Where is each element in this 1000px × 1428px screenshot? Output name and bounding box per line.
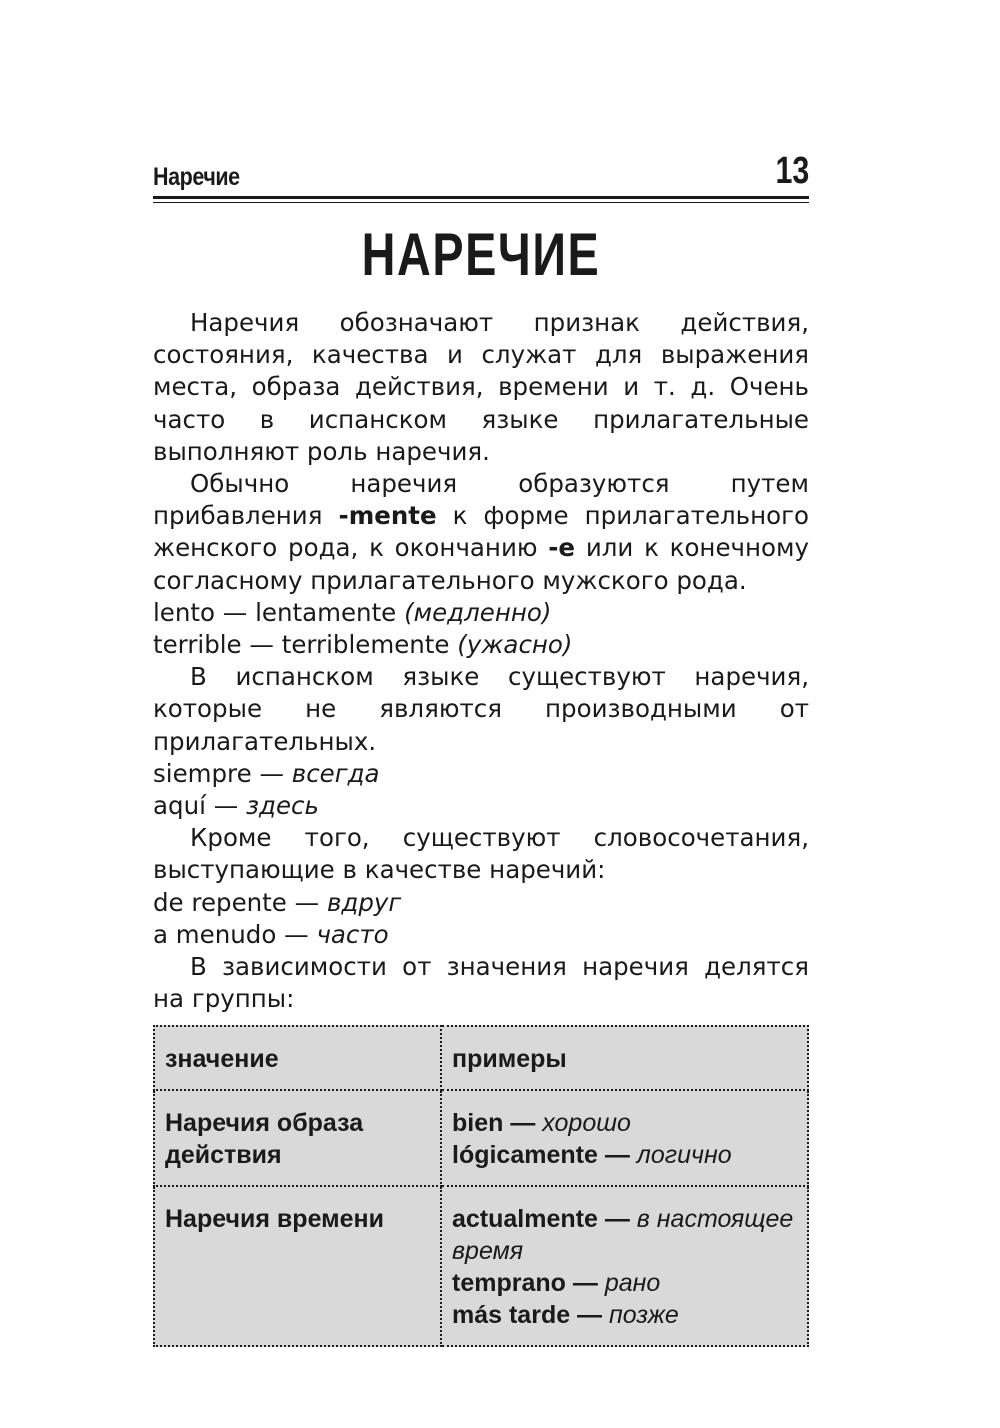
page-header xyxy=(153,148,809,190)
example-line xyxy=(153,790,809,822)
category-cell: Наречия образа действия xyxy=(154,1090,441,1186)
example-translation: позже xyxy=(609,1301,679,1330)
example-translation: вдруг xyxy=(326,887,402,917)
example-line xyxy=(153,758,809,790)
example-translation: рано xyxy=(604,1269,661,1298)
body-text xyxy=(153,307,809,1015)
example-translation: (ужасно) xyxy=(457,630,573,660)
example-line xyxy=(153,887,809,919)
example-line xyxy=(153,919,809,951)
example-word: bien — xyxy=(452,1109,536,1138)
example-entry xyxy=(452,1299,797,1331)
paragraph: Наречия обозначают признак действия, состояния, качества и служат для выражения места, образа действия, времени и т. д. Очень часто в испанском языке прилагательные выполняют роль наречия. xyxy=(153,308,809,466)
chapter-title: НАРЕЧИЕ xyxy=(361,221,601,288)
example-translation: (медленно) xyxy=(404,597,552,627)
example-term: lento — lentamente xyxy=(153,597,397,627)
example-line xyxy=(153,629,809,661)
table-header-row xyxy=(154,1026,808,1090)
example-word: lógicamente — xyxy=(452,1141,630,1170)
table-row xyxy=(154,1090,808,1186)
column-header: значение xyxy=(154,1026,441,1090)
example-translation: часто xyxy=(316,919,389,949)
example-translation: хорошо xyxy=(542,1109,631,1138)
example-translation: логично xyxy=(636,1141,732,1170)
book-page xyxy=(153,148,809,1347)
header-rule xyxy=(153,196,809,203)
suffix-term: -mente xyxy=(338,501,437,531)
example-term: aquí — xyxy=(153,791,239,821)
paragraph: Кроме того, существуют словосочетания, выступающие в качестве наречий: xyxy=(153,823,809,885)
example-term: a menudo — xyxy=(153,919,309,949)
example-entry xyxy=(452,1107,797,1139)
text-run: или к конечному согласному прилагательного мужского рода. xyxy=(153,533,809,595)
example-translation: всегда xyxy=(291,758,380,788)
example-word: actualmente — xyxy=(452,1205,630,1234)
example-term: de repente — xyxy=(153,887,320,917)
text-run: Обычно наречия образуются путем прибавления xyxy=(153,469,809,531)
adverb-groups-table xyxy=(153,1025,809,1347)
example-word: temprano — xyxy=(452,1269,598,1298)
example-entry xyxy=(452,1139,797,1171)
table-row xyxy=(154,1186,808,1346)
suffix-term: -e xyxy=(548,533,576,563)
examples-cell xyxy=(441,1186,808,1346)
example-term: terrible — terriblemente xyxy=(153,630,450,660)
example-line xyxy=(153,597,809,629)
example-term: siempre — xyxy=(153,758,284,788)
column-header: примеры xyxy=(441,1026,808,1090)
example-translation: здесь xyxy=(246,791,319,821)
paragraph xyxy=(153,468,809,597)
text-run: к форме прилагательного женского рода, к окончанию xyxy=(153,501,809,563)
paragraph: В зависимости от значения наречия делятся на группы: xyxy=(153,952,809,1014)
example-entry xyxy=(452,1203,797,1267)
example-translation: в настоящее время xyxy=(452,1205,794,1266)
example-entry xyxy=(452,1267,797,1299)
paragraph: В испанском языке существуют наречия, которые не являются производными от прилагательных. xyxy=(153,662,809,756)
category-cell: Наречия времени xyxy=(154,1186,441,1346)
example-word: más tarde — xyxy=(452,1301,603,1330)
page-number: 13 xyxy=(775,150,809,192)
running-title: Наречие xyxy=(153,163,240,191)
examples-cell xyxy=(441,1090,808,1186)
